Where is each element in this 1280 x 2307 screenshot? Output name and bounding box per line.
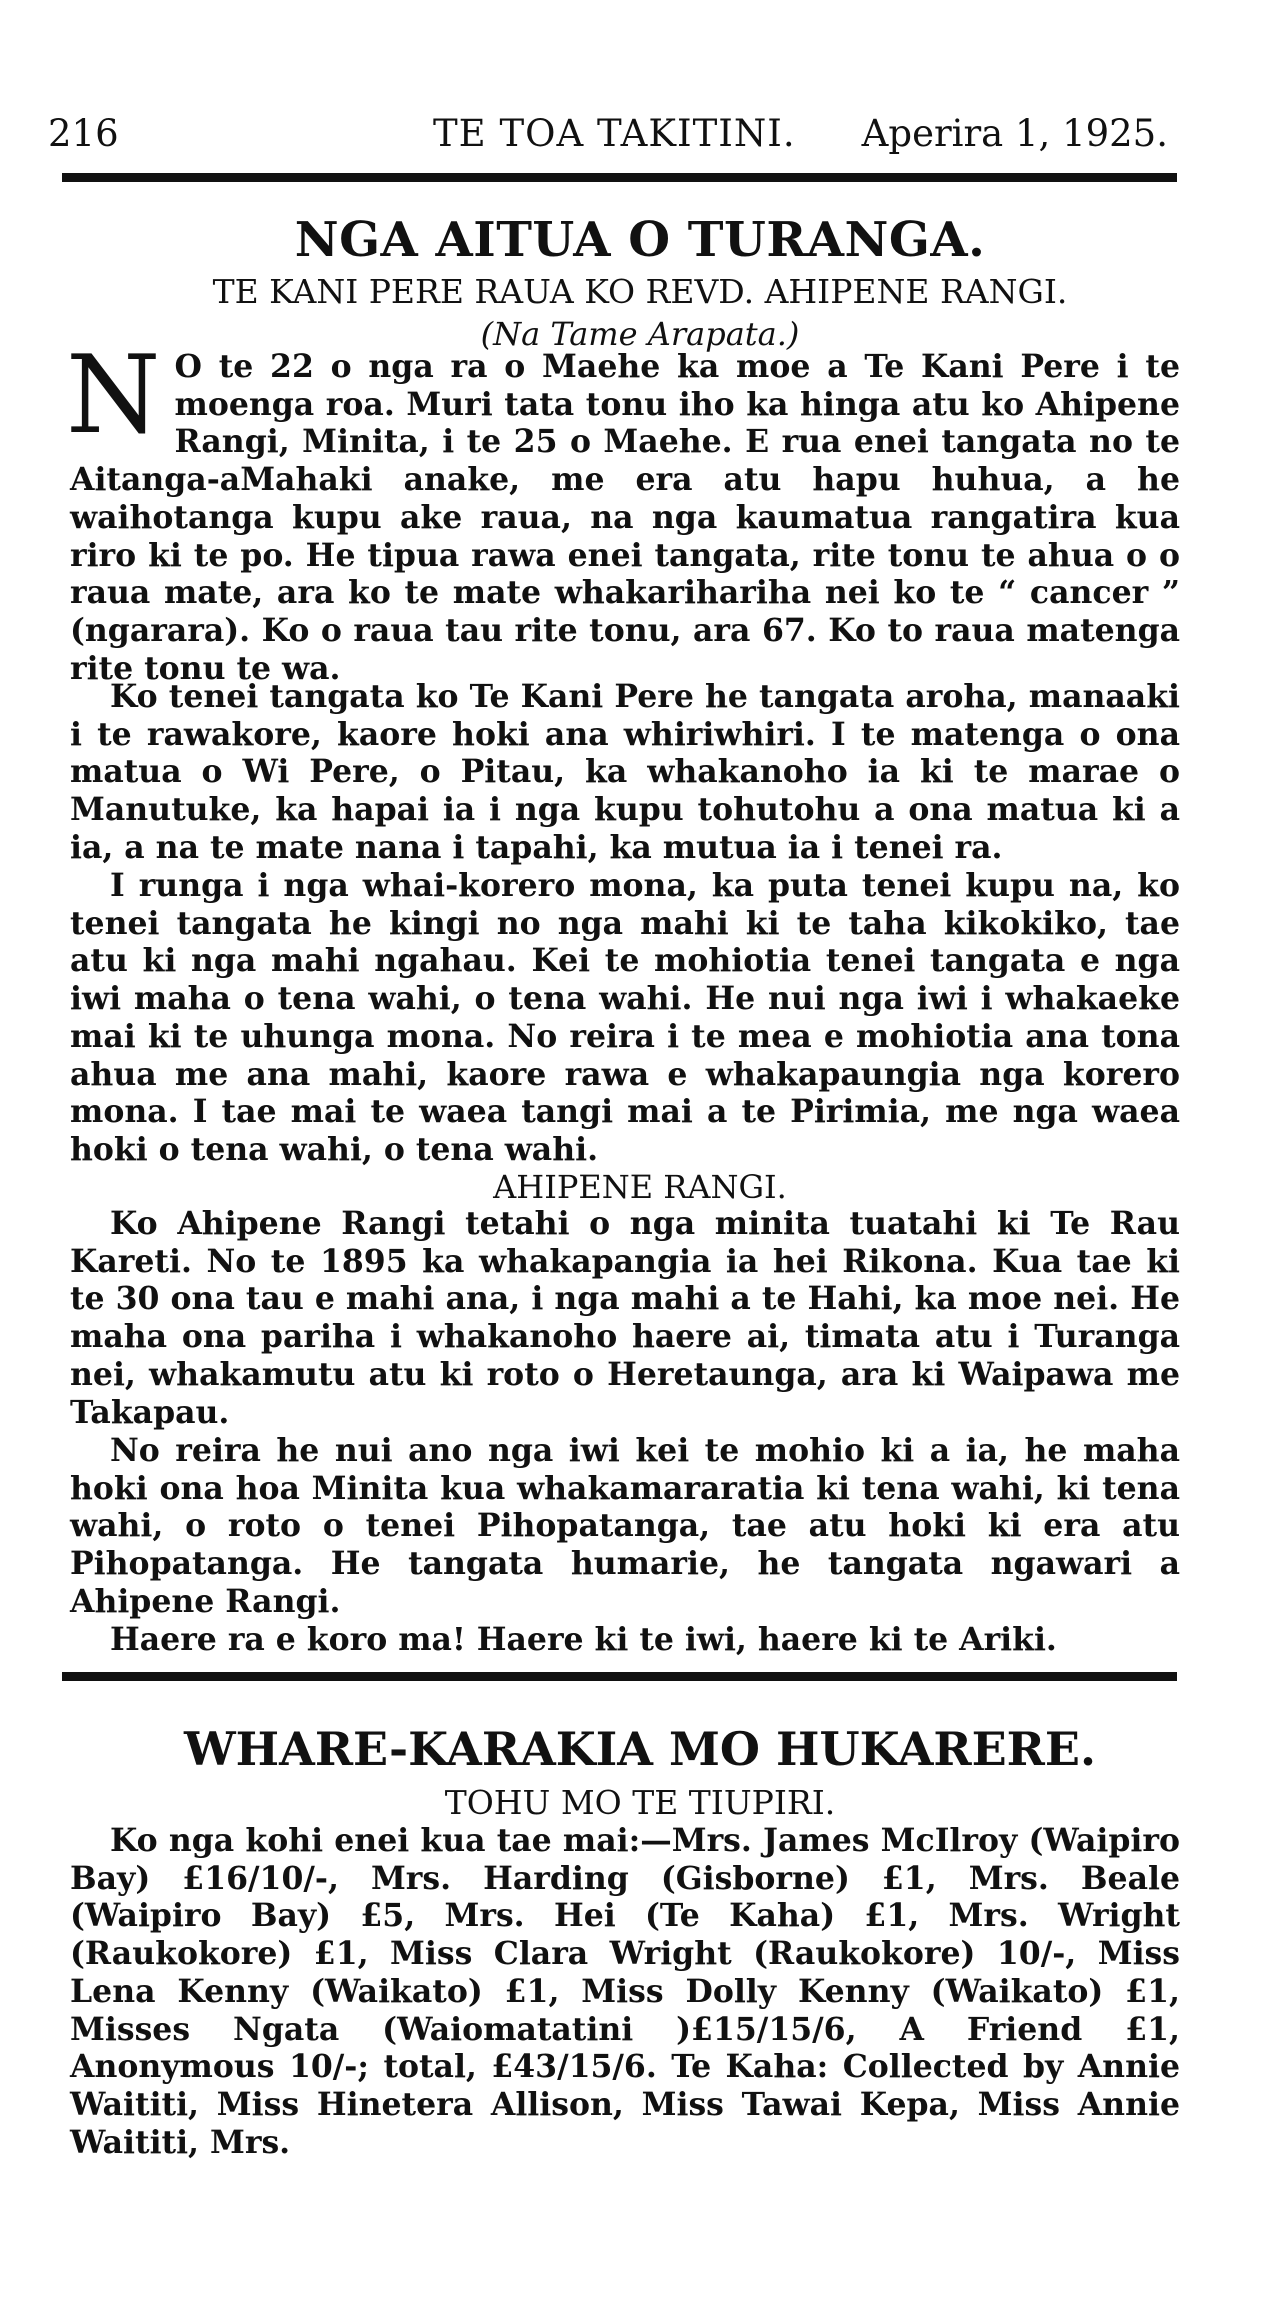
article1-paragraph-3: I runga i nga whai-korero mona, ka puta tenei kupu na, ko tenei tangata he kingi no nga mahi ki te taha kikokiko, tae atu ki nga mahi ngahau. Kei te mohiotia tenei tangata e nga iwi maha o tena wahi, o tena wahi. He nui nga iwi i whakaeke mai ki te uhunga mona. No reira i te mea e mohiotia ana tona ahua me ana mahi, kaore rawa e whakapaungia nga korero mona. I tae mai te waea tangi mai a te Pirimia, me nga waea hoki o tena wahi, o tena wahi. (70, 867, 1180, 1168)
article1-title: NGA AITUA O TURANGA. (294, 212, 986, 268)
article1-paragraph-5: No reira he nui ano nga iwi kei te mohio ki a ia, he maha hoki ona hoa Minita kua whakamararatia ki tena wahi, ki tena wahi, o roto o tenei Pihopatanga, tae atu hoki ki era atu Pihopatanga. He tangata humarie, he tangata ngawari a Ahipene Rangi. (70, 1432, 1180, 1620)
article1-paragraph-4: Ko Ahipene Rangi tetahi o nga minita tuatahi ki Te Rau Kareti. No te 1895 ka whakapangia ia hei Rikona. Kua tae ki te 30 ona tau e mahi ana, i nga mahi a te Hahi, ka moe nei. He maha ona pariha i whakanoho haere ai, timata atu i Turanga nei, whakamutu atu ki roto o Heretaunga, ara ki Waipawa me Takapau. (70, 1205, 1180, 1431)
article2-paragraph-1: Ko nga kohi enei kua tae mai:—Mrs. James McIlroy (Waipiro Bay) £16/10/-, Mrs. Harding (Gisborne) £1, Mrs. Beale (Waipiro Bay) £5, Mrs. Hei (Te Kaha) £1, Mrs. Wright (Raukokore) £1, Miss Clara Wright (Raukokore) 10/-, Miss Lena Kenny (Waikato) £1, Miss Dolly Kenny (Waikato) £1, Misses Ngata (Waiomatatini )£15/15/6, A Friend £1, Anonymous 10/-; total, £43/15/6. Te Kaha: Collected by Annie Waititi, Miss Hinetera Allison, Miss Tawai Kepa, Miss Annie Waititi, Mrs. (70, 1822, 1180, 2161)
article1-paragraph-2: Ko tenei tangata ko Te Kani Pere he tangata aroha, manaaki i te rawakore, kaore hoki ana whiriwhiri. I te matenga o ona matua o Wi Pere, o Pitau, ka whakanoho ia ki te marae o Manutuke, ka hapai ia i nga kupu tohutohu a ona matua ki a ia, a na te mate nana i tapahi, ka mutua ia i tenei ra. (70, 678, 1180, 866)
header-rule (62, 173, 1177, 182)
article-divider-rule (62, 1672, 1177, 1681)
drop-cap: N (66, 333, 161, 458)
issue-date: Aperira 1, 1925. (861, 112, 1168, 155)
article2-subtitle: TOHU MO TE TIUPIRI. (444, 1783, 836, 1822)
article2-title: WHARE-KARAKIA MO HUKARERE. (184, 1722, 1096, 1776)
article1-paragraph-1-text: O te 22 o nga ra o Maehe ka moe a Te Kani Pere i te moenga roa. Muri tata tonu iho ka hinga atu ko Ahipene Rangi, Minita, i te 25 o Maehe. E rua enei tangata no te Aitanga-aMahaki anake, me era atu hapu huhua, a he waihotanga kupu ake raua, na nga kaumatua rangatira kua riro ki te po. He tipua rawa enei tangata, rite tonu te ahua o o raua mate, ara ko te mate whakarihariha nei ko te “ cancer ” (ngarara). Ko o raua tau rite tonu, ara 67. Ko to raua matenga rite tonu te wa. (70, 348, 1180, 687)
publication-title: TE TOA TAKITINI. (433, 112, 796, 155)
article1-byline: (Na Tame Arapata.) (480, 315, 800, 353)
article1-closing-line: Haere ra e koro ma! Haere ki te iwi, haere ki te Ariki. (110, 1621, 1057, 1658)
page-number: 216 (48, 112, 119, 155)
running-head (48, 112, 1168, 172)
section-heading-ahipene-rangi: AHIPENE RANGI. (493, 1168, 787, 1206)
article1-subtitle: TE KANI PERE RAUA KO REVD. AHIPENE RANGI. (212, 272, 1068, 311)
